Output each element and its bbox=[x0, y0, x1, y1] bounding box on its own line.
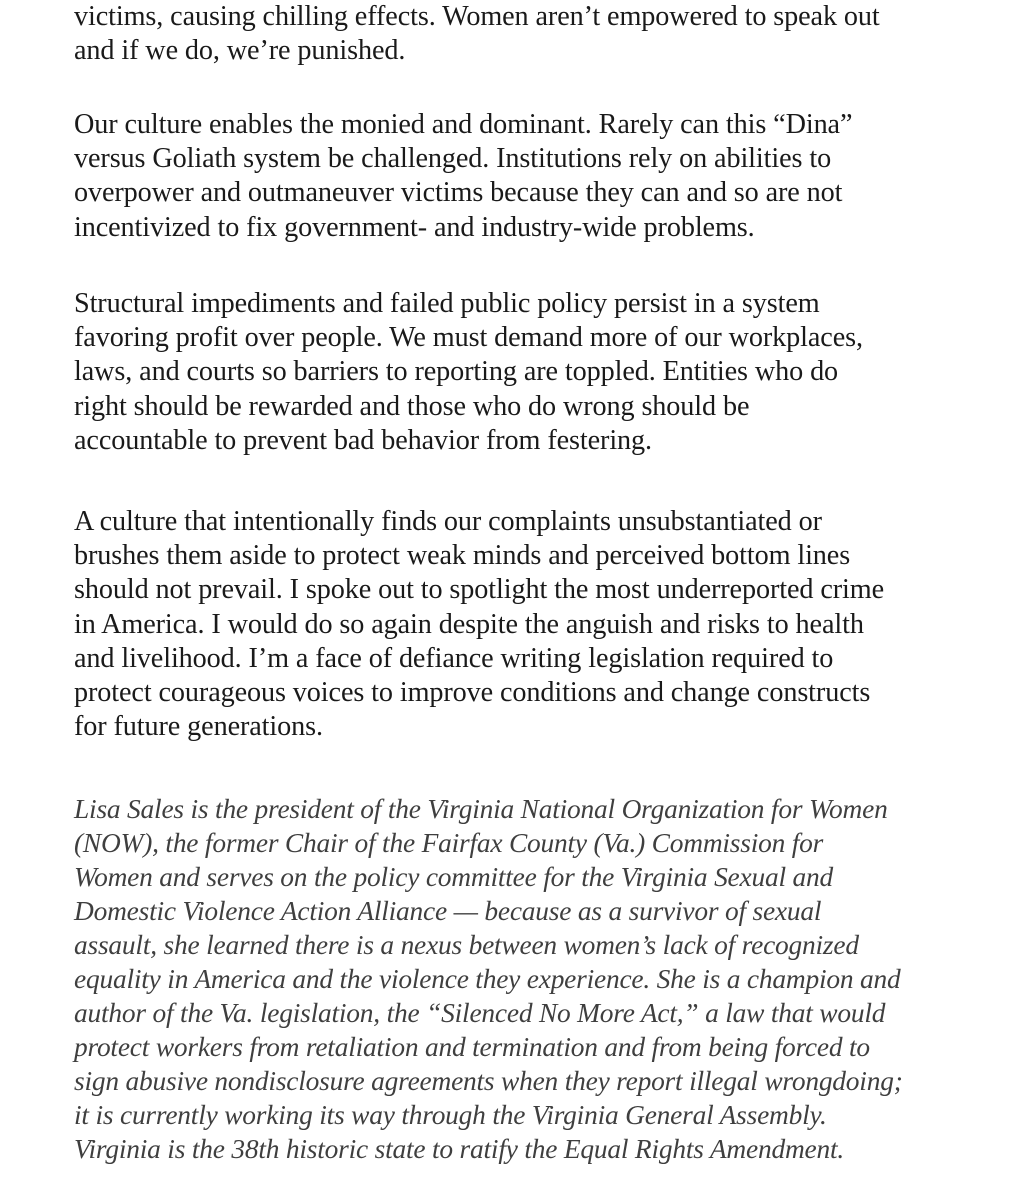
paragraph-line: protect courageous voices to improve conditions and change constructs bbox=[74, 677, 871, 709]
paragraph-line: victims, causing chilling effects. Women aren’t empowered to speak out bbox=[74, 1, 880, 32]
bio-line: Domestic Violence Action Alliance — because as a survivor of sexual bbox=[74, 896, 822, 926]
bio-line: equality in America and the violence they experience. She is a champion and bbox=[74, 964, 901, 994]
paragraph-line: A culture that intentionally finds our complaints unsubstantiated or bbox=[74, 506, 822, 537]
paragraph-line: in America. I would do so again despite the anguish and risks to health bbox=[74, 608, 864, 640]
paragraph-line: versus Goliath system be challenged. Institutions rely on abilities to bbox=[74, 143, 832, 175]
bio-line: protect workers from retaliation and termination and from being forced to bbox=[74, 1032, 870, 1062]
bio-line: it is currently working its way through the Virginia General Assembly. bbox=[74, 1100, 827, 1130]
paragraph-line: Structural impediments and failed public policy persist in a system bbox=[74, 288, 820, 319]
paragraph-line: right should be rewarded and those who do wrong should be bbox=[74, 390, 750, 422]
paragraph-line: Our culture enables the monied and dominant. Rarely can this “Dina” bbox=[74, 109, 853, 140]
paragraph-line: should not prevail. I spoke out to spotlight the most underreported crime bbox=[74, 574, 884, 606]
bio-line: Women and serves on the policy committee for the Virginia Sexual and bbox=[74, 862, 834, 892]
author-bio bbox=[74, 792, 903, 1166]
bio-line: (NOW), the former Chair of the Fairfax County (Va.) Commission for bbox=[74, 828, 824, 858]
paragraph-4 bbox=[74, 505, 884, 744]
bio-line: sign abusive nondisclosure agreements when they report illegal wrongdoing; bbox=[74, 1066, 903, 1096]
paragraph-line: accountable to prevent bad behavior from festering. bbox=[74, 424, 652, 456]
paragraph-line: and livelihood. I’m a face of defiance writing legislation required to bbox=[74, 642, 834, 674]
paragraph-2 bbox=[74, 108, 852, 245]
paragraph-line: brushes them aside to protect weak minds and perceived bottom lines bbox=[74, 540, 851, 572]
bio-line: author of the Va. legislation, the “Silenced No More Act,” a law that would bbox=[74, 998, 886, 1028]
bio-line: Lisa Sales is the president of the Virginia National Organization for Women bbox=[74, 794, 888, 824]
paragraph-line: laws, and courts so barriers to reporting are toppled. Entities who do bbox=[74, 356, 839, 388]
paragraph-line: and if we do, we’re punished. bbox=[74, 35, 406, 67]
paragraph-line: overpower and outmaneuver victims because they can and so are not bbox=[74, 177, 843, 209]
paragraph-1 bbox=[74, 0, 880, 68]
bio-line: assault, she learned there is a nexus between women’s lack of recognized bbox=[74, 930, 859, 960]
paragraph-line: for future generations. bbox=[74, 711, 323, 743]
paragraph-line: incentivized to fix government- and industry-wide problems. bbox=[74, 211, 755, 243]
paragraph-line: favoring profit over people. We must demand more of our workplaces, bbox=[74, 322, 863, 354]
bio-line: Virginia is the 38th historic state to ratify the Equal Rights Amendment. bbox=[74, 1134, 845, 1164]
paragraph-3 bbox=[74, 287, 863, 458]
